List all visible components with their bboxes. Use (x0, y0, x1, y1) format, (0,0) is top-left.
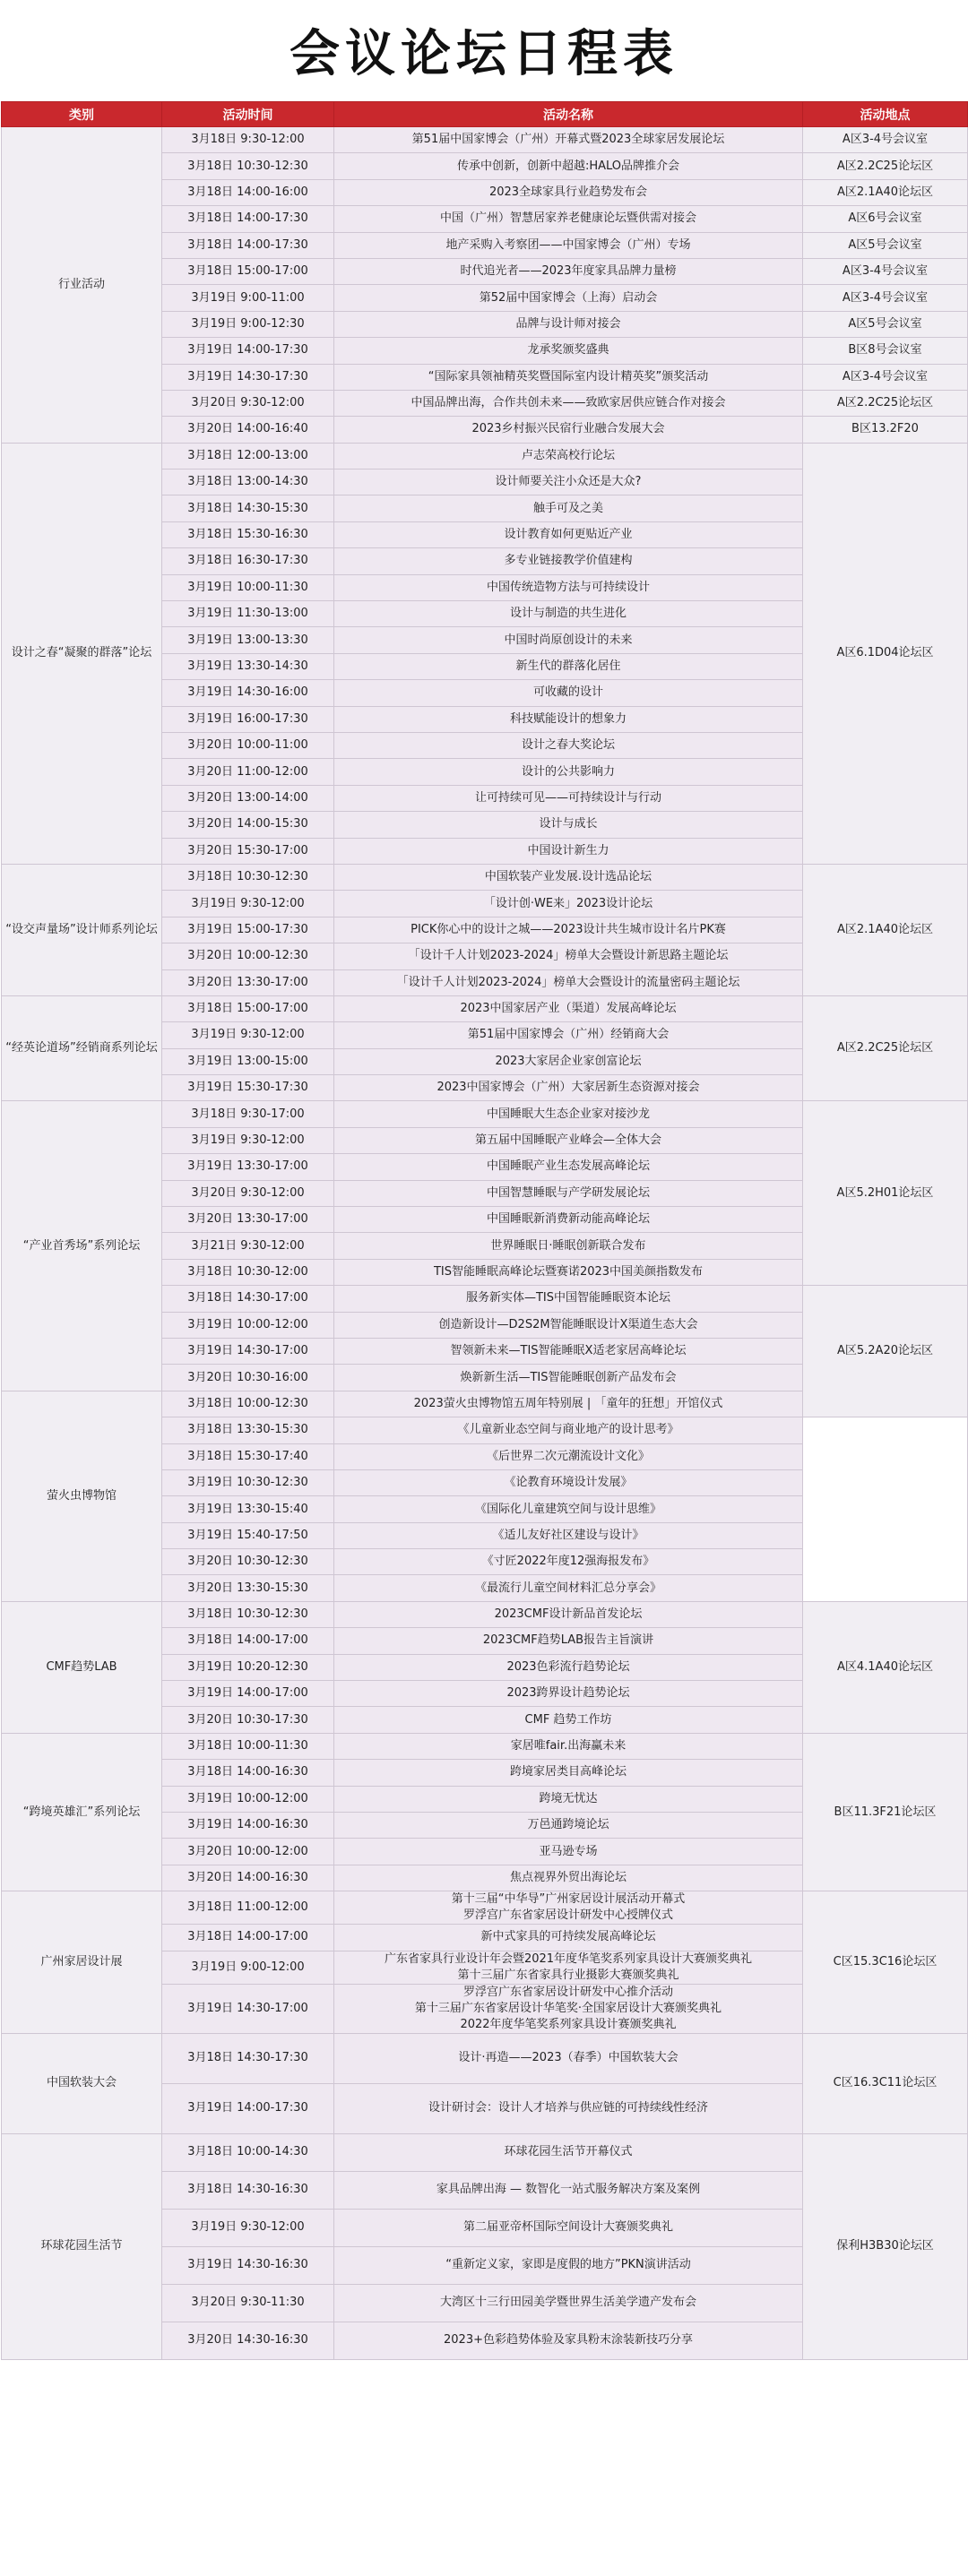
event-name-cell: 2023色彩流行趋势论坛 (334, 1654, 803, 1680)
time-cell: 3月20日 15:30-17:00 (162, 838, 334, 864)
time-cell: 3月18日 14:00-16:30 (162, 1760, 334, 1786)
event-name-cell: 设计之春大奖论坛 (334, 732, 803, 758)
time-cell: 3月21日 9:30-12:00 (162, 1233, 334, 1259)
time-cell: 3月18日 16:30-17:30 (162, 548, 334, 574)
time-cell: 3月18日 12:00-13:00 (162, 443, 334, 469)
time-cell: 3月20日 13:00-14:00 (162, 785, 334, 811)
location-cell: A区3-4号会议室 (803, 364, 968, 390)
location-cell: 保利H3B30论坛区 (803, 2133, 968, 2359)
schedule-body (2, 127, 968, 2360)
event-name-cell: “国际家具领袖精英奖暨国际室内设计精英奖”颁奖活动 (334, 364, 803, 390)
time-cell: 3月20日 14:00-16:40 (162, 417, 334, 443)
location-cell: A区2.2C25论坛区 (803, 390, 968, 416)
location-cell: A区5号会议室 (803, 311, 968, 337)
event-name-cell: 跨境家居类目高峰论坛 (334, 1760, 803, 1786)
table-row (2, 2133, 968, 2171)
time-cell: 3月18日 10:00-11:30 (162, 1733, 334, 1759)
time-cell: 3月18日 14:00-16:00 (162, 179, 334, 205)
time-cell: 3月20日 10:30-16:00 (162, 1365, 334, 1391)
category-cell: “设交声量场”设计师系列论坛 (2, 864, 162, 995)
event-name-cell: 焕新新生活—TIS智能睡眠创新产品发布会 (334, 1365, 803, 1391)
category-cell: 广州家居设计展 (2, 1891, 162, 2033)
time-cell: 3月19日 16:00-17:30 (162, 706, 334, 732)
time-cell: 3月18日 14:00-17:30 (162, 232, 334, 258)
time-cell: 3月19日 10:00-12:00 (162, 1786, 334, 1812)
table-row (2, 995, 968, 1021)
event-name-cell: 第51届中国家博会（广州）开幕式暨2023全球家居发展论坛 (334, 127, 803, 153)
event-name-cell: 2023跨界设计趋势论坛 (334, 1681, 803, 1707)
time-cell: 3月19日 9:30-12:00 (162, 2209, 334, 2246)
event-name-cell: 跨境无忧达 (334, 1786, 803, 1812)
event-name-cell: 第五届中国睡眠产业峰会—全体大会 (334, 1127, 803, 1153)
event-name-cell: 新生代的群落化居住 (334, 653, 803, 679)
time-cell: 3月18日 15:00-17:00 (162, 995, 334, 1021)
time-cell: 3月19日 9:30-12:00 (162, 891, 334, 917)
time-cell: 3月20日 14:00-15:30 (162, 812, 334, 838)
event-name-cell: CMF 趋势工作坊 (334, 1707, 803, 1733)
location-cell: B区8号会议室 (803, 338, 968, 364)
time-cell: 3月18日 10:30-12:00 (162, 1259, 334, 1285)
time-cell: 3月18日 14:00-17:00 (162, 1925, 334, 1951)
time-cell: 3月19日 9:00-12:30 (162, 311, 334, 337)
time-cell: 3月19日 14:00-17:30 (162, 2083, 334, 2133)
table-row (2, 1601, 968, 1627)
event-name-cell: 中国品牌出海，合作共创未来——致欧家居供应链合作对接会 (334, 390, 803, 416)
event-name-cell: 设计的公共影响力 (334, 759, 803, 785)
location-cell: A区5.2A20论坛区 (803, 1286, 968, 1417)
event-name-cell: 《论教育环境设计发展》 (334, 1469, 803, 1495)
location-cell: A区2.1A40论坛区 (803, 179, 968, 205)
time-cell: 3月20日 10:00-11:00 (162, 732, 334, 758)
event-name-cell: 家居唯fair.出海赢未来 (334, 1733, 803, 1759)
time-cell: 3月18日 14:00-17:00 (162, 1628, 334, 1654)
page-title: 会议论坛日程表 (290, 25, 678, 83)
time-cell: 3月20日 13:30-17:00 (162, 1207, 334, 1233)
event-name-cell: 时代追光者——2023年度家具品牌力量榜 (334, 258, 803, 284)
header-time: 活动时间 (162, 102, 334, 127)
time-cell: 3月18日 10:30-12:30 (162, 1601, 334, 1627)
time-cell: 3月18日 14:00-17:30 (162, 206, 334, 232)
event-name-cell: 2023乡村振兴民宿行业融合发展大会 (334, 417, 803, 443)
location-cell: A区5.2H01论坛区 (803, 1101, 968, 1286)
event-name-cell: 大湾区十三行田园美学暨世界生活美学遗产发布会 (334, 2284, 803, 2322)
category-cell: 中国软装大会 (2, 2033, 162, 2133)
event-name-cell: 设计·再造——2023（春季）中国软装大会 (334, 2033, 803, 2083)
time-cell: 3月19日 10:30-12:30 (162, 1469, 334, 1495)
schedule-table (1, 101, 968, 2360)
time-cell: 3月20日 14:30-16:30 (162, 2322, 334, 2359)
event-name-cell: 卢志荣高校行论坛 (334, 443, 803, 469)
time-cell: 3月19日 10:20-12:30 (162, 1654, 334, 1680)
event-name-cell: 创造新设计—D2S2M智能睡眠设计X渠道生态大会 (334, 1312, 803, 1338)
event-name-cell: 「设计千人计划2023-2024」榜单大会暨设计的流量密码主题论坛 (334, 969, 803, 995)
time-cell: 3月19日 11:30-13:00 (162, 601, 334, 627)
event-name-cell: 多专业链接教学价值建构 (334, 548, 803, 574)
event-name-cell: 中国时尚原创设计的未来 (334, 627, 803, 653)
event-name-cell: 亚马逊专场 (334, 1839, 803, 1865)
event-name-cell: 「设计千人计划2023-2024」榜单大会暨设计新思路主题论坛 (334, 943, 803, 969)
time-cell: 3月18日 10:00-12:30 (162, 1391, 334, 1417)
event-name-cell: 「设计创·WE来」2023设计论坛 (334, 891, 803, 917)
time-cell: 3月19日 13:00-13:30 (162, 627, 334, 653)
time-cell: 3月18日 13:00-14:30 (162, 470, 334, 495)
category-cell: 行业活动 (2, 127, 162, 444)
category-cell: “跨境英雄汇”系列论坛 (2, 1733, 162, 1891)
event-name-cell: 《儿童新业态空间与商业地产的设计思考》 (334, 1417, 803, 1443)
location-cell: A区2.2C25论坛区 (803, 995, 968, 1101)
time-cell: 3月19日 9:30-12:00 (162, 1127, 334, 1153)
time-cell: 3月20日 10:00-12:30 (162, 943, 334, 969)
event-name-cell: 品牌与设计师对接会 (334, 311, 803, 337)
event-name-cell: TIS智能睡眠高峰论坛暨赛诺2023中国美颜指数发布 (334, 1259, 803, 1285)
time-cell: 3月18日 14:30-16:30 (162, 2171, 334, 2209)
time-cell: 3月19日 14:00-16:30 (162, 1813, 334, 1839)
time-cell: 3月19日 13:30-17:00 (162, 1154, 334, 1180)
event-name-cell: 万邑通跨境论坛 (334, 1813, 803, 1839)
location-cell: B区11.3F21论坛区 (803, 1733, 968, 1891)
event-name-cell: 可收藏的设计 (334, 680, 803, 706)
time-cell: 3月18日 15:30-17:40 (162, 1443, 334, 1469)
table-row (2, 1101, 968, 1127)
event-name-cell: 《寸匠2022年度12强海报发布》 (334, 1549, 803, 1575)
event-name-cell: 2023大家居企业家创富论坛 (334, 1048, 803, 1074)
time-cell: 3月18日 13:30-15:30 (162, 1417, 334, 1443)
location-cell: A区5号会议室 (803, 232, 968, 258)
time-cell: 3月19日 14:30-17:00 (162, 1984, 334, 2033)
time-cell: 3月19日 10:00-11:30 (162, 574, 334, 600)
time-cell: 3月20日 10:30-12:30 (162, 1549, 334, 1575)
event-name-cell: 科技赋能设计的想象力 (334, 706, 803, 732)
event-name-cell: 传承中创新，创新中超越:HALO品牌推介会 (334, 153, 803, 179)
time-cell: 3月20日 10:00-12:00 (162, 1839, 334, 1865)
time-cell: 3月19日 14:30-16:30 (162, 2246, 334, 2284)
time-cell: 3月19日 14:30-17:30 (162, 364, 334, 390)
event-name-cell: 2023CMF趋势LAB报告主旨演讲 (334, 1628, 803, 1654)
event-name-cell: 中国传统造物方法与可持续设计 (334, 574, 803, 600)
header-name: 活动名称 (334, 102, 803, 127)
time-cell: 3月18日 14:30-17:00 (162, 1286, 334, 1312)
location-cell: C区16.3C11论坛区 (803, 2033, 968, 2133)
event-name-cell: 设计与制造的共生进化 (334, 601, 803, 627)
event-name-cell: 世界睡眠日·睡眠创新联合发布 (334, 1233, 803, 1259)
event-name-cell: 罗浮宫广东省家居设计研发中心推介活动 第十三届广东省家居设计华笔奖·全国家居设计大赛颁奖典礼 2022年度华笔奖系列家具设计赛颁奖典礼 (334, 1984, 803, 2033)
event-name-cell: 设计研讨会：设计人才培养与供应链的可持续线性经济 (334, 2083, 803, 2133)
time-cell: 3月18日 10:30-12:30 (162, 864, 334, 890)
event-name-cell: 设计教育如何更贴近产业 (334, 521, 803, 547)
time-cell: 3月19日 9:30-12:00 (162, 1022, 334, 1048)
time-cell: 3月19日 14:30-17:00 (162, 1338, 334, 1364)
event-name-cell: 服务新实体—TIS中国智能睡眠资本论坛 (334, 1286, 803, 1312)
event-name-cell: 触手可及之美 (334, 495, 803, 521)
time-cell: 3月19日 15:30-17:30 (162, 1075, 334, 1101)
event-name-cell: 2023萤火虫博物馆五周年特别展 | 「童年的狂想」开馆仪式 (334, 1391, 803, 1417)
table-row (2, 127, 968, 153)
time-cell: 3月19日 14:30-16:00 (162, 680, 334, 706)
category-cell: CMF趋势LAB (2, 1601, 162, 1733)
time-cell: 3月18日 11:00-12:00 (162, 1891, 334, 1925)
time-cell: 3月20日 13:30-17:00 (162, 969, 334, 995)
table-row (2, 1891, 968, 1925)
event-name-cell: 第52届中国家博会（上海）启动会 (334, 285, 803, 311)
time-cell: 3月19日 15:40-17:50 (162, 1522, 334, 1548)
event-name-cell: 中国睡眠新消费新动能高峰论坛 (334, 1207, 803, 1233)
time-cell: 3月20日 9:30-12:00 (162, 1180, 334, 1206)
event-name-cell: 智领新未来—TIS智能睡眠X适老家居高峰论坛 (334, 1338, 803, 1364)
table-row (2, 1733, 968, 1759)
event-name-cell: 环球花园生活节开幕仪式 (334, 2133, 803, 2171)
location-cell: A区3-4号会议室 (803, 127, 968, 153)
event-name-cell: 第51届中国家博会（广州）经销商大会 (334, 1022, 803, 1048)
event-name-cell: 新中式家具的可持续发展高峰论坛 (334, 1925, 803, 1951)
time-cell: 3月20日 9:30-11:30 (162, 2284, 334, 2322)
event-name-cell: 广东省家具行业设计年会暨2021年度华笔奖系列家具设计大赛颁奖典礼 第十三届广东省家具行业摄影大赛颁奖典礼 (334, 1951, 803, 1984)
time-cell: 3月19日 9:00-12:00 (162, 1951, 334, 1984)
location-cell: A区2.2C25论坛区 (803, 153, 968, 179)
time-cell: 3月20日 9:30-12:00 (162, 390, 334, 416)
event-name-cell: 中国（广州）智慧居家养老健康论坛暨供需对接会 (334, 206, 803, 232)
time-cell: 3月19日 14:00-17:30 (162, 338, 334, 364)
location-cell: A区6号会议室 (803, 206, 968, 232)
event-name-cell: 中国睡眠产业生态发展高峰论坛 (334, 1154, 803, 1180)
event-name-cell: 第二届亚帝杯国际空间设计大赛颁奖典礼 (334, 2209, 803, 2246)
time-cell: 3月19日 13:00-15:00 (162, 1048, 334, 1074)
time-cell: 3月19日 10:00-12:00 (162, 1312, 334, 1338)
header-location: 活动地点 (803, 102, 968, 127)
time-cell: 3月18日 10:00-14:30 (162, 2133, 334, 2171)
time-cell: 3月19日 13:30-15:40 (162, 1496, 334, 1522)
time-cell: 3月20日 11:00-12:00 (162, 759, 334, 785)
category-cell: 萤火虫博物馆 (2, 1391, 162, 1601)
category-cell: 环球花园生活节 (2, 2133, 162, 2359)
time-cell: 3月20日 13:30-15:30 (162, 1575, 334, 1601)
time-cell: 3月19日 14:00-17:00 (162, 1681, 334, 1707)
time-cell: 3月20日 10:30-17:30 (162, 1707, 334, 1733)
time-cell: 3月18日 14:30-15:30 (162, 495, 334, 521)
event-name-cell: 设计与成长 (334, 812, 803, 838)
event-name-cell: 2023+色彩趋势体验及家具粉末涂装新技巧分享 (334, 2322, 803, 2359)
table-header-row (2, 102, 968, 127)
event-name-cell: 《国际化儿童建筑空间与设计思维》 (334, 1496, 803, 1522)
table-row (2, 443, 968, 469)
location-cell: A区2.1A40论坛区 (803, 864, 968, 995)
table-row (2, 2033, 968, 2083)
event-name-cell: 2023CMF设计新品首发论坛 (334, 1601, 803, 1627)
event-name-cell: 焦点视界外贸出海论坛 (334, 1865, 803, 1891)
event-name-cell: 《最流行儿童空间材料汇总分享会》 (334, 1575, 803, 1601)
event-name-cell: 中国设计新生力 (334, 838, 803, 864)
location-cell: A区3-4号会议室 (803, 258, 968, 284)
event-name-cell: 2023中国家居产业（渠道）发展高峰论坛 (334, 995, 803, 1021)
event-name-cell: 中国软装产业发展.设计选品论坛 (334, 864, 803, 890)
time-cell: 3月18日 15:00-17:00 (162, 258, 334, 284)
event-name-cell: PICK你心中的设计之城——2023设计共生城市设计名片PK赛 (334, 917, 803, 943)
event-name-cell: 《适儿友好社区建设与设计》 (334, 1522, 803, 1548)
time-cell: 3月18日 9:30-17:00 (162, 1101, 334, 1127)
event-name-cell: 第十三届“中华导”广州家居设计展活动开幕式 罗浮宫广东省家居设计研发中心授牌仪式 (334, 1891, 803, 1925)
event-name-cell: 中国智慧睡眠与产学研发展论坛 (334, 1180, 803, 1206)
location-cell: C区15.3C16论坛区 (803, 1891, 968, 2033)
category-cell: “经英论道场”经销商系列论坛 (2, 995, 162, 1101)
time-cell: 3月18日 14:30-17:30 (162, 2033, 334, 2083)
event-name-cell: 2023中国家博会（广州）大家居新生态资源对接会 (334, 1075, 803, 1101)
event-name-cell: 龙承奖颁奖盛典 (334, 338, 803, 364)
location-cell: A区6.1D04论坛区 (803, 443, 968, 864)
event-name-cell: “重新定义家，家即是度假的地方”PKN演讲活动 (334, 2246, 803, 2284)
time-cell: 3月19日 9:00-11:00 (162, 285, 334, 311)
category-cell: “产业首秀场”系列论坛 (2, 1101, 162, 1391)
header-category: 类别 (2, 102, 162, 127)
time-cell: 3月19日 15:00-17:30 (162, 917, 334, 943)
time-cell: 3月19日 13:30-14:30 (162, 653, 334, 679)
location-cell: A区4.1A40论坛区 (803, 1601, 968, 1733)
time-cell: 3月18日 9:30-12:00 (162, 127, 334, 153)
event-name-cell: 《后世界二次元潮流设计文化》 (334, 1443, 803, 1469)
time-cell: 3月20日 14:00-16:30 (162, 1865, 334, 1891)
time-cell: 3月18日 15:30-16:30 (162, 521, 334, 547)
event-name-cell: 中国睡眠大生态企业家对接沙龙 (334, 1101, 803, 1127)
event-name-cell: 地产采购入考察团——中国家博会（广州）专场 (334, 232, 803, 258)
event-name-cell: 家具品牌出海 — 数智化一站式服务解决方案及案例 (334, 2171, 803, 2209)
category-cell: 设计之春“凝聚的群落”论坛 (2, 443, 162, 864)
event-name-cell: 2023全球家具行业趋势发布会 (334, 179, 803, 205)
time-cell: 3月18日 10:30-12:30 (162, 153, 334, 179)
event-name-cell: 让可持续可见——可持续设计与行动 (334, 785, 803, 811)
table-row (2, 864, 968, 890)
event-name-cell: 设计师要关注小众还是大众? (334, 470, 803, 495)
location-cell: B区13.2F20 (803, 417, 968, 443)
location-cell: A区3-4号会议室 (803, 285, 968, 311)
